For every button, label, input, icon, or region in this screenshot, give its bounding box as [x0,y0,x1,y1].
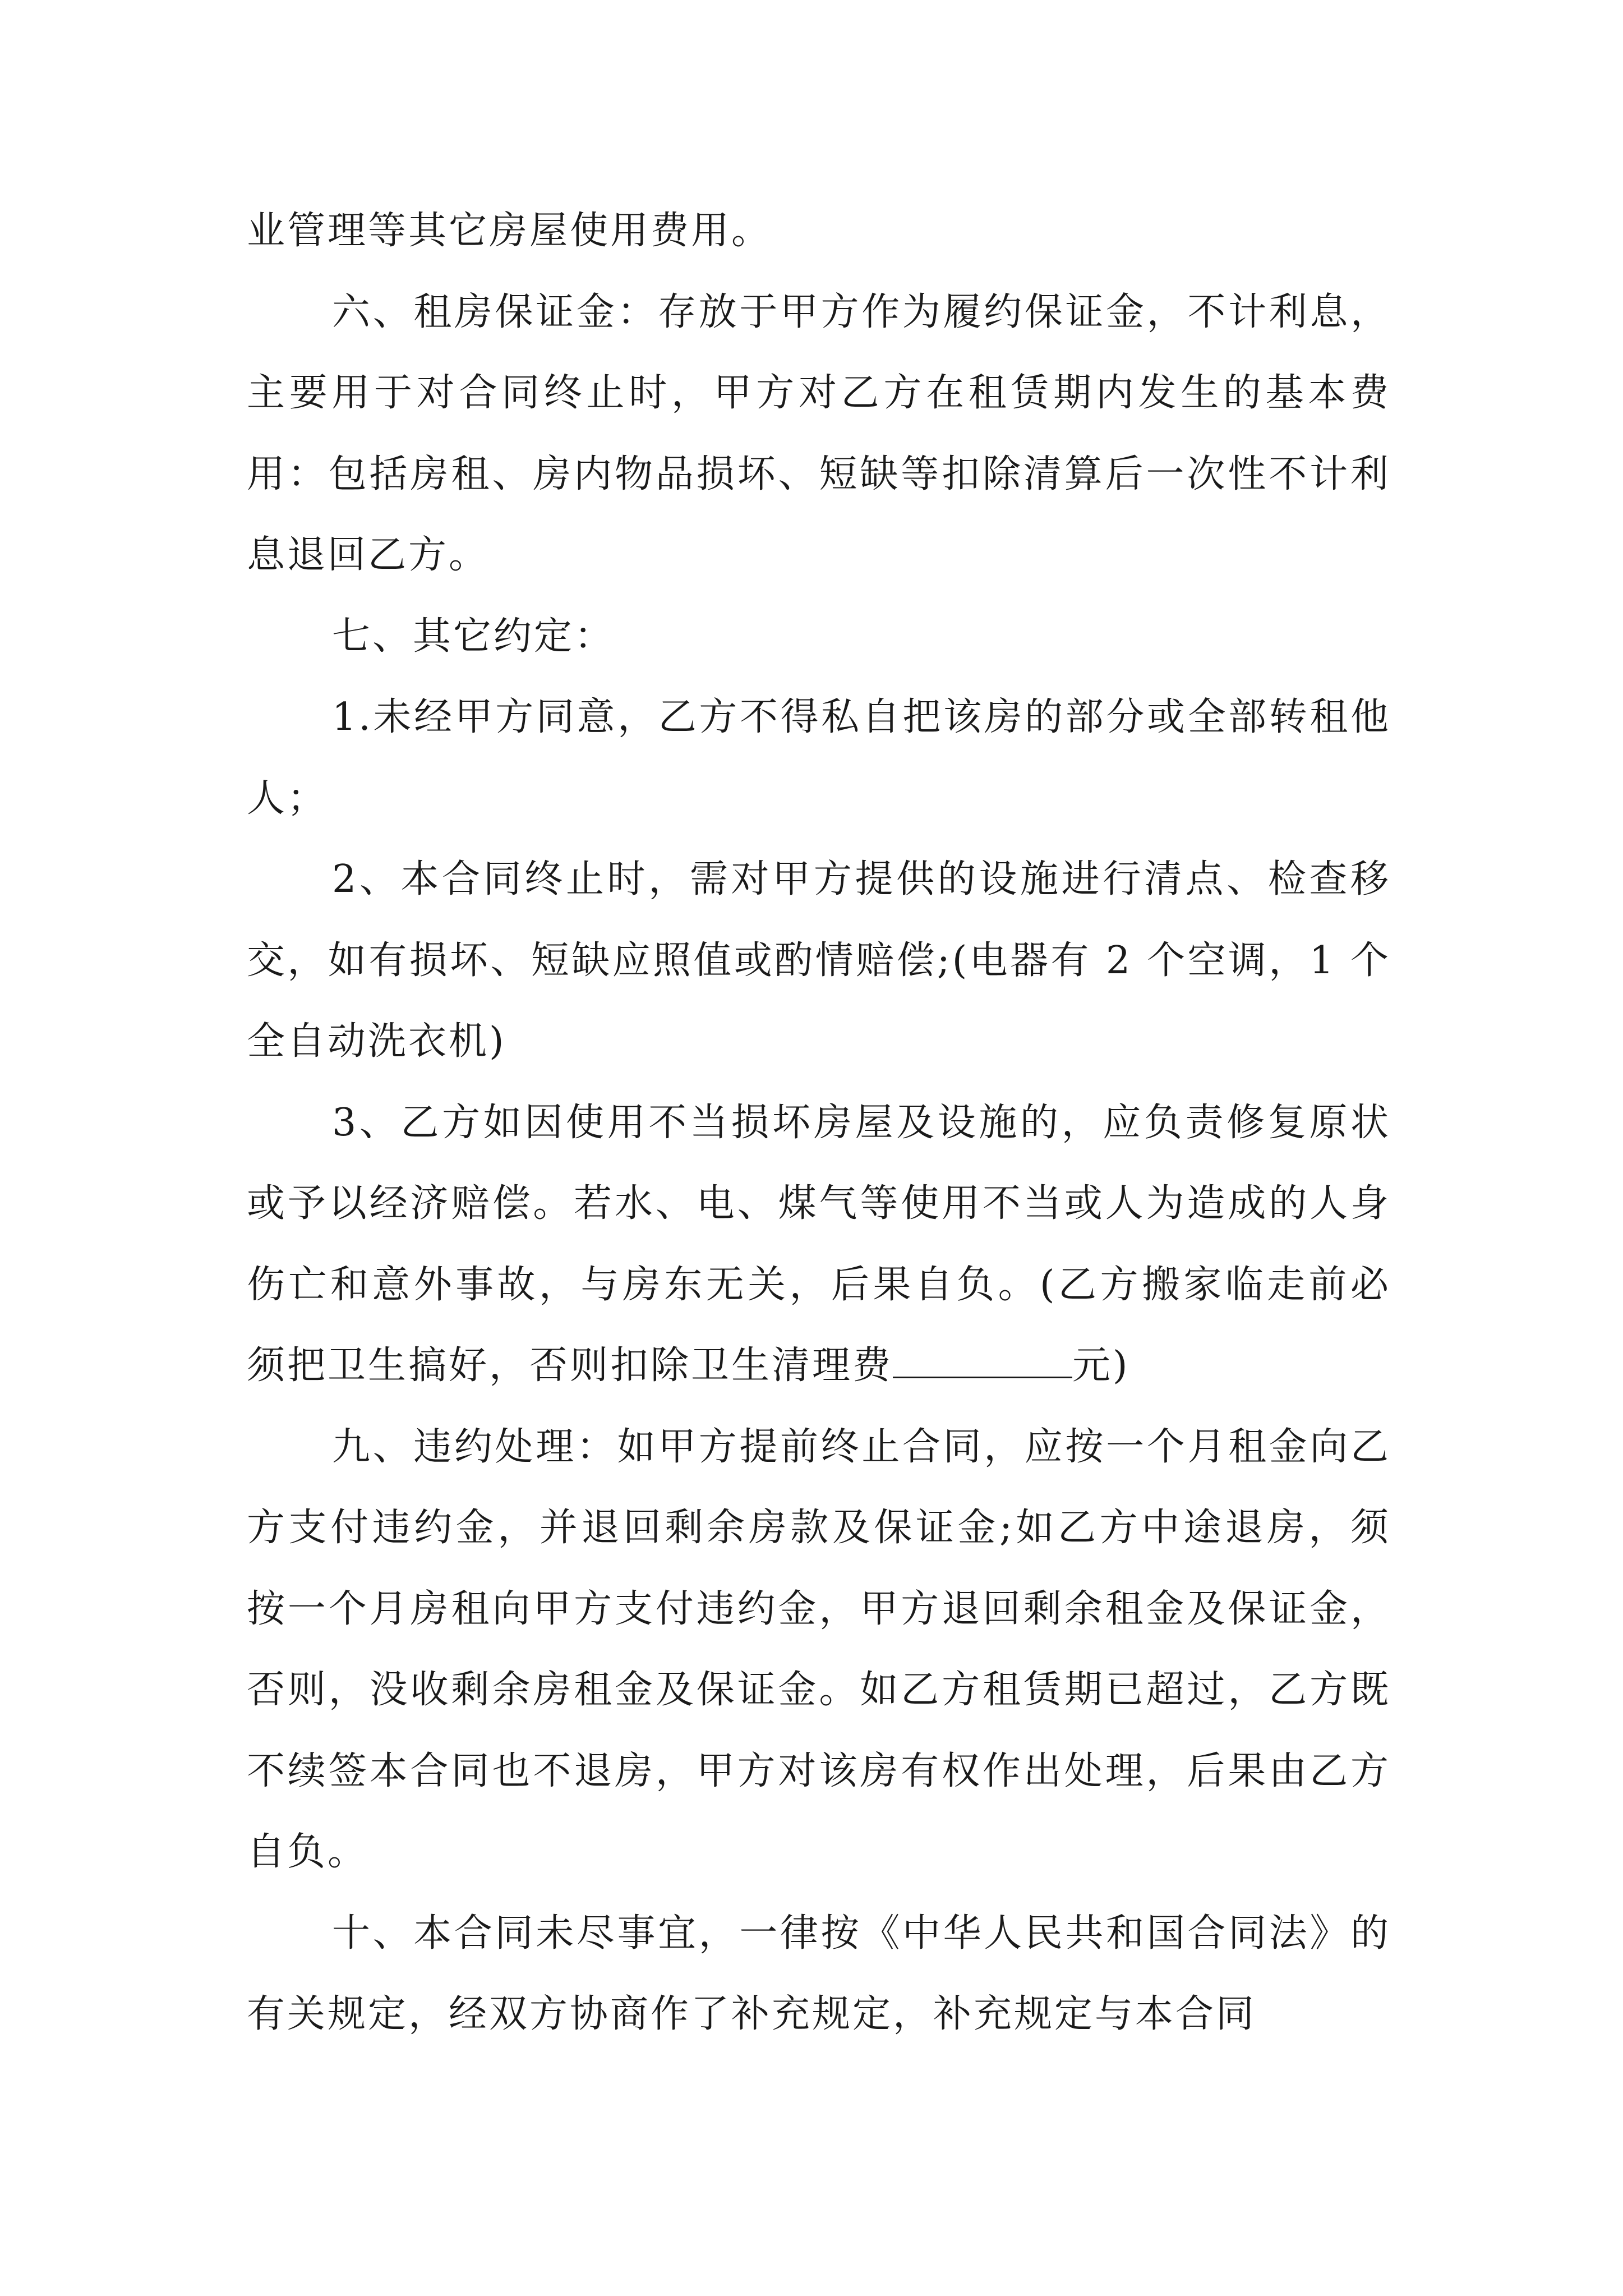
document-body [247,191,1391,2055]
paragraph-item-3 [247,1083,1391,1407]
paragraph-item-3-text: 3、乙方如因使用不当损坏房屋及设施的，应负责修复原状或予以经济赔偿。若水、电、煤气等使用不当或人为造成的人身伤亡和意外事故，与房东无关，后果自负。(乙方搬家临走前必须把卫生搞好，否则扣除卫生清理费 [247,1100,1391,1388]
paragraph-continuation: 业管理等其它房屋使用费用。 [247,209,772,253]
paragraph-deposit: 六、租房保证金：存放于甲方作为履约保证金，不计利息，主要用于对合同终止时，甲方对乙方在租赁期内发生的基本费用：包括房租、房内物品损坏、短缺等扣除清算后一次性不计利息退回乙方。 [247,289,1391,577]
paragraph-other-agreements-heading: 七、其它约定： [332,614,615,659]
paragraph-item-2: 2、本合同终止时，需对甲方提供的设施进行清点、检查移交，如有损坏、短缺应照值或酌情赔偿;(电器有 2 个空调，1 个全自动洗衣机) [247,857,1391,1064]
paragraph-item-1: 1.未经甲方同意，乙方不得私自把该房的部分或全部转租他人； [247,695,1391,821]
paragraph-breach: 九、违约处理：如甲方提前终止合同，应按一个月租金向乙方支付违约金，并退回剩余房款及保证金;如乙方中途退房，须按一个月房租向甲方支付违约金，甲方退回剩余租金及保证金，否则，没收剩余房租金及保证金。如乙方租赁期已超过，乙方既不续签本合同也不退房，甲方对该房有权作出处理，后果由乙方自负。 [247,1424,1391,1874]
paragraph-item-3-tail: 元) [1072,1343,1130,1388]
fill-in-blank-line [893,1347,1072,1378]
paragraph-miscellaneous: 十、本合同未尽事宜，一律按《中华人民共和国合同法》的有关规定，经双方协商作了补充规定，补充规定与本合同 [247,1911,1391,2036]
